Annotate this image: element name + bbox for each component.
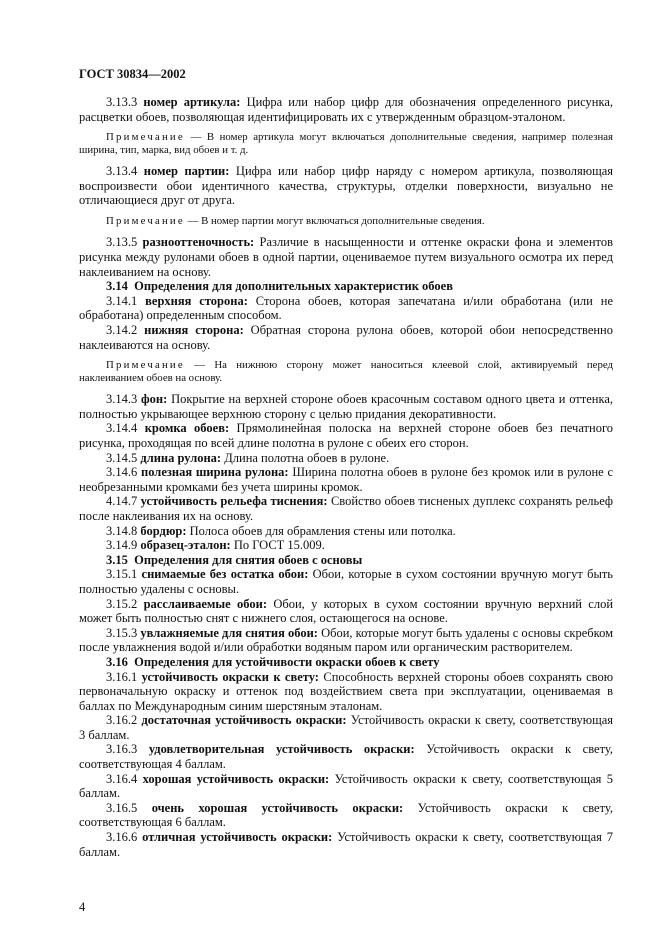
defined-term: верхняя сторона:	[145, 293, 248, 308]
definition-text: Обои, у которых в сухом состоянии вручную верхний слой может быть полностью снят с нижнего слоя, остающегося на основе.	[79, 596, 614, 626]
section-number: 3.15	[106, 552, 128, 567]
definition-text: Обои, которые в сухом состоянии вручную могут быть полностью удалены с основы.	[79, 567, 614, 596]
definition-text: Полоса обоев для обрамления стены или потолка.	[189, 523, 456, 538]
defined-term: полезная ширина рулона:	[141, 465, 289, 480]
defined-term: образец-эталон:	[140, 538, 231, 553]
defined-term: фон:	[141, 392, 168, 407]
definition-paragraph	[79, 801, 613, 830]
definition-paragraph	[79, 235, 613, 279]
defined-term: хорошая устойчивость окраски:	[142, 771, 330, 786]
definition-paragraph	[79, 421, 613, 450]
note-paragraph	[79, 131, 613, 156]
clause-number: 3.16.1	[106, 669, 138, 684]
defined-term: бордюр:	[140, 523, 187, 538]
definition-paragraph	[79, 567, 613, 596]
section-heading	[79, 279, 613, 294]
defined-term: отличная устойчивость окраски:	[142, 830, 333, 845]
definition-text: Способность верхней стороны обоев сохранять свою первоначальную окраску и оттенок под воздействием света при эксплуатации, оцениваемая в баллах по Международным синим шерстяным эталонам.	[79, 669, 614, 713]
definition-paragraph	[79, 451, 613, 466]
section-title: Определения для снятия обоев с основы	[134, 552, 363, 567]
definition-paragraph	[79, 494, 613, 523]
defined-term: увлажняемые для снятия обои:	[140, 625, 318, 640]
defined-term: длина рулона:	[140, 450, 222, 465]
section-title: Определения для устойчивости окраски обоев к свету	[134, 654, 440, 669]
definition-text: Ширина полотна обоев в рулоне без кромок или в рулоне с необрезанными кромками без учета ширины кромок.	[79, 465, 614, 494]
defined-term: устойчивость рельефа тиснения:	[140, 494, 328, 509]
clause-number: 3.16.3	[106, 742, 138, 757]
defined-term: расслаиваемые обои:	[143, 596, 267, 611]
definition-text: Прямолинейная полоска на верхней стороне обоев без печатного рисунка, проходящая по всей длине полотна в рулоне с обеих его сторон.	[79, 421, 614, 450]
defined-term: кромка обоев:	[144, 421, 230, 436]
clause-number: 3.16.4	[106, 771, 138, 786]
definition-paragraph	[79, 294, 613, 323]
defined-term: номер партии:	[143, 164, 230, 179]
definition-text: Свойство обоев тисненых дуплекс сохранять рельеф после наклеивания их на основу.	[79, 494, 614, 523]
clause-number: 3.15.3	[106, 625, 138, 640]
clause-number: 3.13.5	[106, 235, 138, 250]
note-label: Примечание	[106, 214, 185, 227]
note-label: Примечание	[106, 131, 185, 144]
definition-text: Цифра или набор цифр наряду с номером артикула, позволяющая воспроизвести обои идентичного качества, структуры, отделки поверхности, визуально не отличающиеся друг от друга.	[79, 164, 613, 208]
definition-text: Длина полотна обоев в рулоне.	[224, 450, 390, 465]
clause-number: 3.14.6	[106, 465, 138, 480]
defined-term: номер артикула:	[143, 95, 241, 109]
clause-number: 3.14.4	[106, 421, 138, 436]
note-text: — В номер артикула могут включаться дополнительные сведения, например полезная ширина, тип, марка, вид обоев и т. д.	[79, 131, 614, 156]
section-heading	[79, 553, 613, 568]
note-label: Примечание	[106, 359, 185, 372]
note-paragraph	[79, 215, 613, 228]
document-body	[79, 95, 613, 859]
clause-number: 3.16.2	[106, 713, 138, 728]
clause-number: 4.14.7	[106, 494, 138, 509]
clause-number: 3.14.9	[106, 538, 138, 553]
document-header: ГОСТ 30834—2002	[79, 67, 186, 81]
definition-text: Обратная сторона рулона обоев, которой обои непосредственно наклеиваются на основу.	[79, 323, 614, 352]
defined-term: разнооттеночность:	[142, 235, 255, 250]
definition-paragraph	[79, 830, 613, 859]
definition-paragraph	[79, 670, 613, 714]
section-number: 3.14	[106, 279, 128, 294]
definition-text: Устойчивость окраски к свету, соответствующая 5 баллам.	[79, 771, 613, 801]
definition-text: Устойчивость окраски к свету, соответствующая 7 баллам.	[79, 830, 614, 859]
definition-text: По ГОСТ 15.009.	[233, 538, 325, 553]
clause-number: 3.15.1	[106, 567, 138, 582]
definition-text: Устойчивость окраски к свету, соответствующая 3 баллам.	[79, 713, 614, 742]
definition-paragraph	[79, 713, 613, 742]
defined-term: снимаемые без остатка обои:	[141, 567, 309, 582]
definition-text: Цифра или набор цифр для обозначения определенного рисунка, расцветки обоев, позволяющая идентифицировать их с утвержденным образцом-эталоном.	[79, 95, 614, 124]
definition-text: Обои, которые могут быть удалены с основы скребком после увлажнения водой и/или обработки водяным паром или органическим растворителем.	[79, 625, 614, 655]
clause-number: 3.13.4	[106, 164, 138, 179]
definition-paragraph	[79, 742, 613, 771]
definition-paragraph	[79, 465, 613, 494]
defined-term: нижняя сторона:	[144, 323, 244, 338]
definition-paragraph	[79, 392, 613, 421]
definition-text: Сторона обоев, которая запечатана и/или обработана (или не обработана) определенным способом.	[79, 293, 614, 323]
definition-text: Различие в насыщенности и оттенке окраски фона и элементов рисунка между рулонами обоев в одной партии, оцениваемое путем визуального осмотра их перед наклеиванием на основу.	[79, 235, 613, 279]
section-number: 3.16	[106, 654, 128, 669]
clause-number: 3.14.3	[106, 392, 138, 407]
note-paragraph	[79, 359, 613, 384]
definition-paragraph	[79, 597, 613, 626]
note-text: — В номер партии могут включаться дополнительные сведения.	[187, 214, 485, 227]
clause-number: 3.14.1	[106, 293, 138, 308]
page-number: 4	[79, 900, 86, 914]
clause-number: 3.14.2	[106, 323, 138, 338]
clause-number: 3.14.5	[106, 450, 138, 465]
clause-number: 3.14.8	[106, 523, 138, 538]
definition-paragraph	[79, 323, 613, 352]
clause-number: 3.15.2	[106, 596, 138, 611]
clause-number: 3.16.6	[106, 830, 138, 845]
clause-number: 3.13.3	[106, 95, 138, 109]
definition-paragraph	[79, 524, 613, 539]
defined-term: очень хорошая устойчивость окраски:	[151, 800, 404, 815]
definition-paragraph	[79, 772, 613, 801]
section-title: Определения для дополнительных характеристик обоев	[134, 279, 453, 294]
definition-text: Покрытие на верхней стороне обоев красочным составом одного цвета и оттенка, полностью укрывающее верхнюю сторону с целью придания декоративности.	[79, 392, 614, 421]
note-text: — На нижнюю сторону может наноситься клеевой слой, активируемый перед наклеиванием обоев на основу.	[79, 359, 613, 384]
defined-term: достаточная устойчивость окраски:	[141, 713, 347, 728]
clause-number: 3.16.5	[106, 800, 138, 815]
definition-paragraph	[79, 164, 613, 208]
definition-paragraph	[79, 95, 613, 124]
definition-text: Устойчивость окраски к свету, соответствующая 6 баллам.	[79, 800, 613, 830]
definition-text: Устойчивость окраски к свету, соответствующая 4 баллам.	[79, 742, 613, 772]
defined-term: удовлетворительная устойчивость окраски:	[148, 742, 415, 757]
defined-term: устойчивость окраски к свету:	[141, 669, 319, 684]
definition-paragraph	[79, 626, 613, 655]
section-heading	[79, 655, 613, 670]
definition-paragraph	[79, 538, 613, 553]
